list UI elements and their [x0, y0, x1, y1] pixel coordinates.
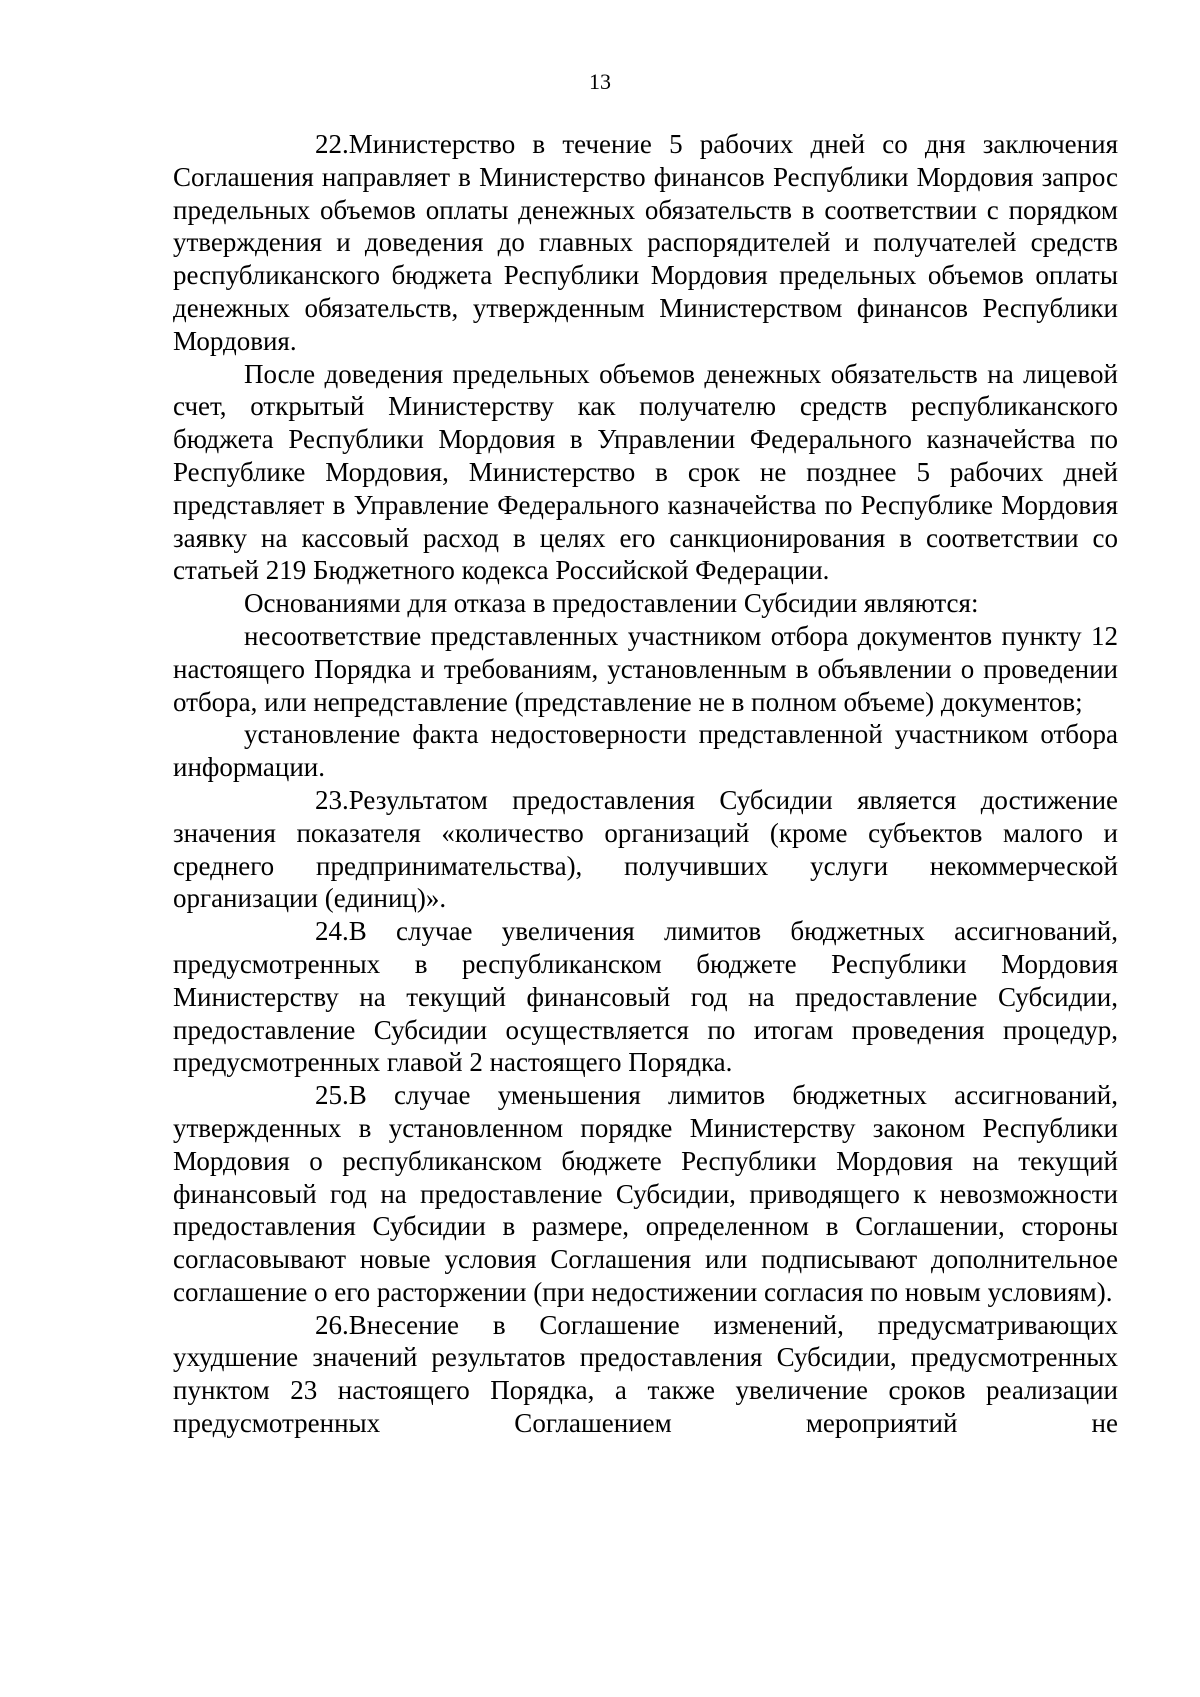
paragraph-text: Результатом предоставления Субсидии является достижение значения показателя «количество организаций (кроме субъектов малого и среднего предпринимательства), получивших услуги некоммерческой организации (единиц)».	[173, 784, 1118, 914]
paragraph-number: 22.	[315, 129, 349, 159]
paragraph-text: установление факта недостоверности представленной участником отбора информации.	[173, 719, 1118, 783]
paragraph-24	[173, 915, 1118, 1079]
paragraph-number: 24.	[315, 916, 349, 947]
paragraph-text: Основаниями для отказа в предоставлении Субсидии являются:	[244, 588, 979, 619]
paragraph-text: В случае увеличения лимитов бюджетных ассигнований, предусмотренных в республиканском бюджете Республики Мордовия Министерству на текущий финансовый год на предоставление Субсидии, предоставление Субсидии осуществляется по итогам проведения процедур, предусмотренных главой 2 настоящего Порядка.	[173, 916, 1118, 1078]
paragraph-26	[173, 1309, 1118, 1440]
paragraph-text: После доведения предельных объемов денежных обязательств на лицевой счет, открытый Министерству как получателю средств республиканского бюджета Республики Мордовия в Управлении Федерального казначейства по Республике Мордовия, Министерство в срок не позднее 5 рабочих дней представляет в Управление Федерального казначейства по Республике Мордовия заявку на кассовый расход в целях его санкционирования в соответствии со статьей 219 Бюджетного кодекса Российской Федерации.	[173, 358, 1118, 586]
paragraph-25	[173, 1079, 1118, 1309]
paragraph-refusal-ground-2	[173, 718, 1118, 784]
paragraph-number: 26.	[315, 1309, 349, 1340]
paragraph-22-continued	[173, 358, 1118, 588]
paragraph-number: 23.	[315, 784, 349, 815]
paragraph-text: несоответствие представленных участником отбора документов пункту 12 настоящего Порядка и требованиям, установленным в объявлении о проведении отбора, или непредставление (представление не в полном объеме) документов;	[173, 620, 1118, 717]
paragraph-refusal-grounds	[173, 587, 1118, 620]
page-number: 13	[589, 69, 611, 94]
paragraph-refusal-ground-1	[173, 620, 1118, 718]
paragraph-22	[173, 128, 1118, 358]
document-body	[173, 128, 1118, 1440]
paragraph-23	[173, 784, 1118, 915]
paragraph-text: Министерство в течение 5 рабочих дней со дня заключения Соглашения направляет в Министерство финансов Республики Мордовия запрос предельных объемов оплаты денежных обязательств в соответствии с порядком утверждения и доведения до главных распорядителей и получателей средств республиканского бюджета Республики Мордовия предельных объемов оплаты денежных обязательств, утвержденным Министерством финансов Республики Мордовия.	[173, 129, 1118, 356]
paragraph-text: Внесение в Соглашение изменений, предусматривающих ухудшение значений результатов предоставления Субсидии, предусмотренных пунктом 23 настоящего Порядка, а также увеличение сроков реализации предусмотренных Соглашением мероприятий не	[173, 1309, 1118, 1439]
paragraph-number: 25.	[315, 1080, 349, 1111]
paragraph-text: В случае уменьшения лимитов бюджетных ассигнований, утвержденных в установленном порядке Министерству законом Республики Мордовия о республиканском бюджете Республики Мордовия на текущий финансовый год на предоставление Субсидии, приводящего к невозможности предоставления Субсидии в размере, определенном в Соглашении, стороны согласовывают новые условия Соглашения или подписывают дополнительное соглашение о его расторжении (при недостижении согласия по новым условиям).	[173, 1080, 1118, 1307]
